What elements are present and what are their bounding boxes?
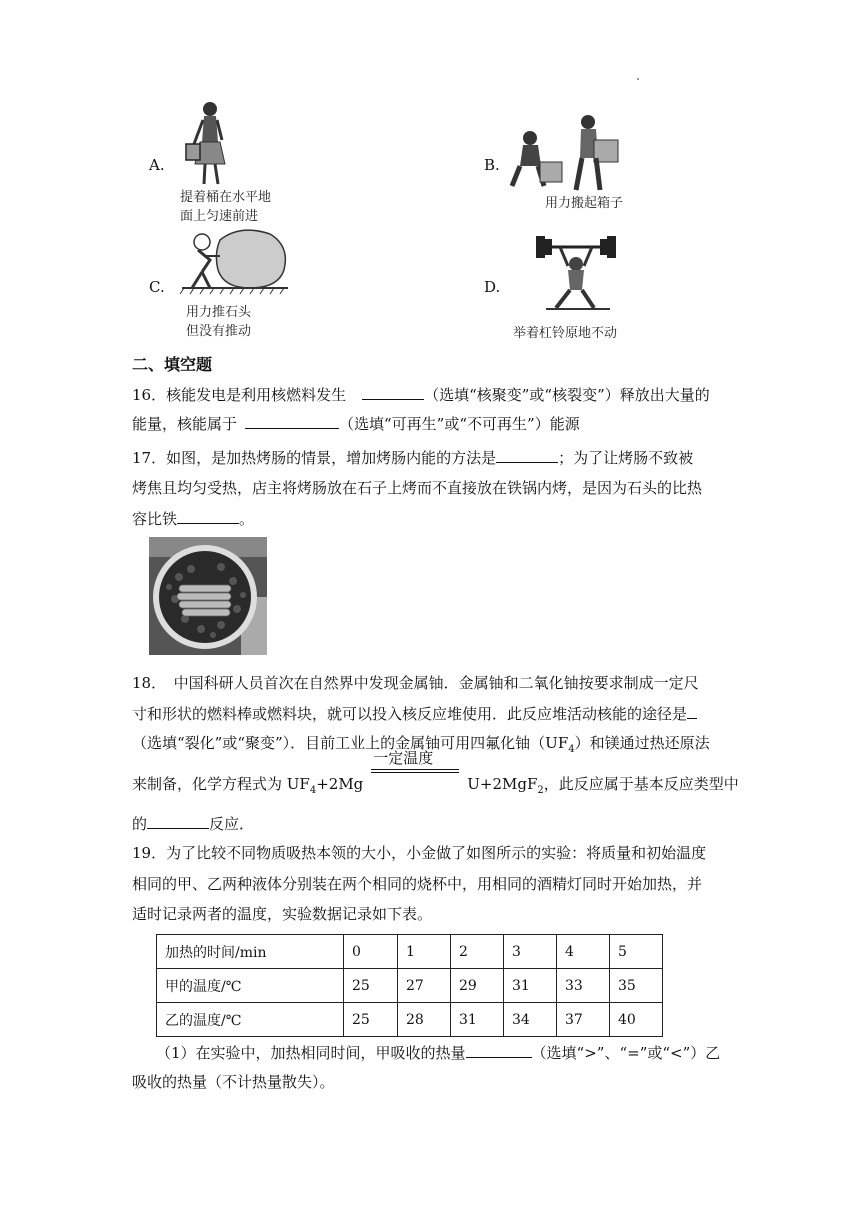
q18-line-1 <box>132 672 699 693</box>
q18-answer-blank-1[interactable] <box>687 704 697 719</box>
table-row <box>157 969 663 1003</box>
table-cell: 34 <box>504 1003 557 1037</box>
table-cell: 乙的温度/℃ <box>157 1003 344 1037</box>
q18-subscript: 4 <box>568 744 575 755</box>
table-cell: 33 <box>557 969 610 1003</box>
q16-text: （选填“核聚变”或“核裂变”）释放出大量的 <box>424 386 710 404</box>
stray-dot <box>637 78 639 80</box>
q19-sub1-line-1 <box>156 1042 720 1063</box>
q19-text: 相同的甲、乙两种液体分别装在两个相同的烧杯中，用相同的酒精灯同时开始加热，并 <box>132 875 703 893</box>
q19-answer-blank-1[interactable] <box>466 1043 532 1058</box>
option-a-caption <box>180 188 271 226</box>
option-d-caption <box>513 324 617 343</box>
q16-text: 能量，核能属于 <box>132 415 238 433</box>
q19-text: 19．为了比较不同物质吸热本领的大小，小金做了如图所示的实验：将质量和初始温度 <box>132 844 707 862</box>
q19-line-2 <box>132 873 702 894</box>
table-cell: 1 <box>398 935 451 969</box>
caption-line: 举着杠铃原地不动 <box>513 326 618 341</box>
option-c-letter: C. <box>149 278 165 296</box>
table-cell: 25 <box>344 969 398 1003</box>
table-cell: 0 <box>344 935 398 969</box>
reaction-arrow <box>371 749 459 789</box>
table-cell: 31 <box>451 1003 504 1037</box>
q18-text: 反应． <box>209 815 255 833</box>
table-cell: 28 <box>398 1003 451 1037</box>
q19-text: （1）在实验中，加热相同时间，甲吸收的热量 <box>156 1044 466 1062</box>
q16-text: （选填“可再生”或“不可再生”）能源 <box>339 415 580 433</box>
q19-line-1 <box>132 842 706 863</box>
q18-line-2 <box>132 703 697 724</box>
table-row <box>157 935 663 969</box>
option-a-letter: A. <box>149 156 165 174</box>
caption-line: 提着桶在水平地 <box>180 190 272 205</box>
table-cell: 25 <box>344 1003 398 1037</box>
q17-text: ；为了让烤肠不致被 <box>558 449 694 467</box>
q17-line-3 <box>132 508 254 529</box>
caption-line: 用力搬起箱子 <box>545 196 624 211</box>
q18-line-4 <box>132 749 739 796</box>
option-a-image <box>178 98 238 188</box>
table-cell: 27 <box>398 969 451 1003</box>
reaction-condition: 一定温度 <box>373 749 434 767</box>
q18-subscript: 2 <box>537 785 544 796</box>
q18-text: 来制备，化学方程式为 UF <box>132 775 310 793</box>
q17-text: 17．如图，是加热烤肠的情景，增加烤肠内能的方法是 <box>132 449 497 467</box>
q17-text: 容比铁 <box>132 510 178 528</box>
caption-line: 用力推石头 <box>186 305 252 320</box>
q17-answer-blank-2[interactable] <box>177 509 239 524</box>
option-c-image <box>180 226 290 296</box>
q17-text: 烤焦且均匀受热，店主将烤肠放在石子上烤而不直接放在铁锅内烤，是因为石头的比热 <box>132 479 703 497</box>
q19-text: 吸收的热量（不计热量散失）。 <box>132 1073 335 1091</box>
q17-line-2 <box>132 477 702 498</box>
q18-line-5 <box>132 813 254 834</box>
q17-line-1 <box>132 447 693 468</box>
q16-line-2 <box>132 413 580 434</box>
caption-line: 但没有推动 <box>186 324 252 339</box>
option-d-image <box>530 230 622 314</box>
table-row <box>157 1003 663 1037</box>
q19-data-table <box>156 934 663 1037</box>
q16-answer-blank-1[interactable] <box>362 385 424 400</box>
table-cell: 35 <box>610 969 663 1003</box>
table-cell: 37 <box>557 1003 610 1037</box>
table-cell: 5 <box>610 935 663 969</box>
q18-text: 18． 中国科研人员首次在自然界中发现金属铀．金属铀和二氧化铀按要求制成一定尺 <box>132 674 699 692</box>
option-b-caption <box>545 194 623 213</box>
table-cell: 29 <box>451 969 504 1003</box>
table-cell: 2 <box>451 935 504 969</box>
q18-subscript: 4 <box>309 785 317 796</box>
q18-answer-blank-2[interactable] <box>147 814 209 829</box>
q19-text: 适时记录两者的温度，实验数据记录如下表。 <box>132 905 433 923</box>
q16-line-1 <box>132 384 710 405</box>
table-cell: 加热的时间/min <box>157 935 344 969</box>
option-d-letter: D. <box>484 278 501 296</box>
table-cell: 3 <box>504 935 557 969</box>
table-cell: 4 <box>557 935 610 969</box>
section-title: 二、填空题 <box>132 355 213 374</box>
q18-text: （选填“裂化”或“聚变”）．目前工业上的金属铀可用四氟化铀（UF <box>132 734 569 752</box>
q18-text: +2Mg <box>316 775 364 793</box>
table-cell: 甲的温度/℃ <box>157 969 344 1003</box>
q16-text: 16．核能发电是利用核燃料发生 <box>132 386 347 404</box>
caption-line: 面上匀速前进 <box>180 209 259 224</box>
q17-text: 。 <box>239 510 255 528</box>
q17-answer-blank-1[interactable] <box>496 448 558 463</box>
q19-text: （选填“>”、“=”或“<”）乙 <box>531 1044 721 1062</box>
q18-text: U+2MgF <box>467 775 538 793</box>
table-cell: 40 <box>610 1003 663 1037</box>
q17-sausage-photo <box>149 537 267 655</box>
q19-line-3 <box>132 903 432 924</box>
q18-text: 的 <box>132 815 148 833</box>
table-cell: 31 <box>504 969 557 1003</box>
option-b-letter: B. <box>484 156 500 174</box>
q19-sub1-line-2 <box>132 1071 335 1092</box>
q18-text: ）和镁通过热还原法 <box>574 734 710 752</box>
q18-text: 寸和形状的燃料棒或燃料块，就可以投入核反应堆使用．此反应堆活动核能的途径是 <box>132 705 688 723</box>
q16-answer-blank-2[interactable] <box>245 414 339 429</box>
q18-text: ，此反应属于基本反应类型中 <box>543 775 739 793</box>
option-c-caption <box>186 303 251 341</box>
option-b-image <box>508 108 622 194</box>
